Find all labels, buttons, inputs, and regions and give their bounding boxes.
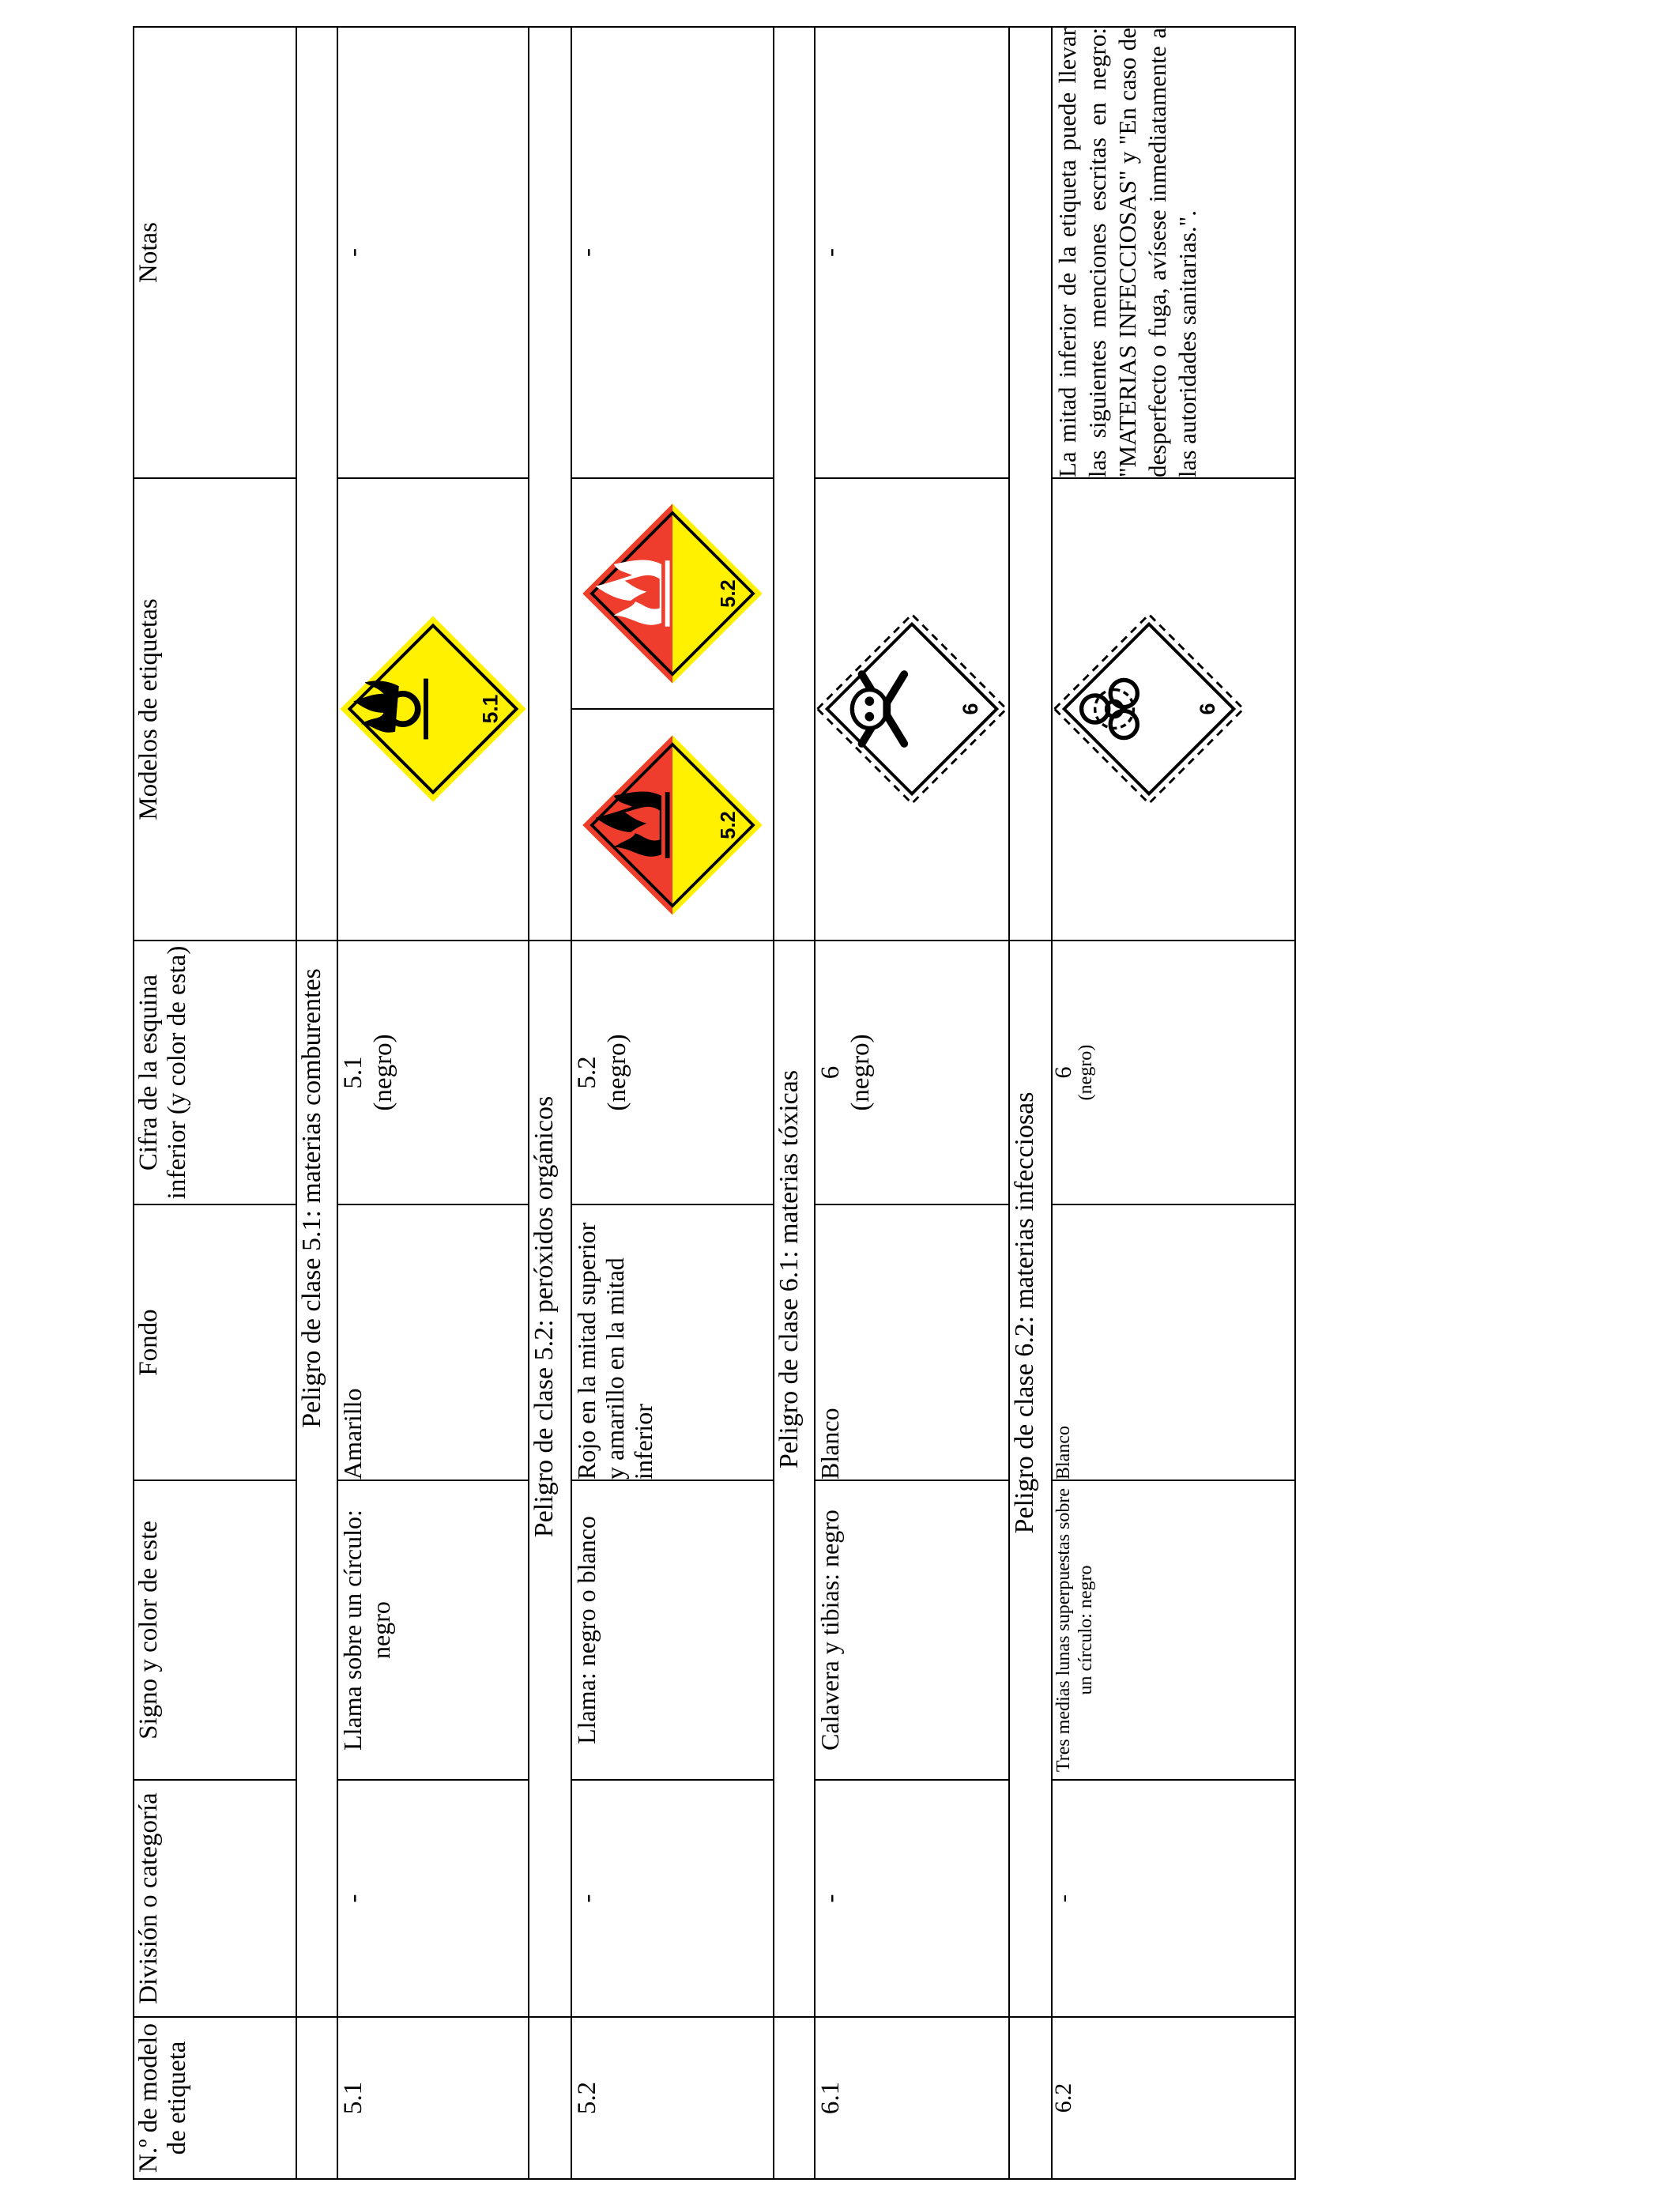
figure-color: (negro) xyxy=(846,1034,875,1111)
background-cell: Rojo en la mitad superior y amarillo en la mitad inferior xyxy=(571,1204,774,1480)
figure-color: (negro) xyxy=(603,1034,631,1111)
header-notes: Notas xyxy=(134,27,296,478)
section-title: Peligro de clase 6.2: materias infecciosas xyxy=(1010,1091,1039,1534)
corner-figure-cell xyxy=(1052,941,1295,1204)
figure-value: 5.2 xyxy=(573,1056,601,1089)
notes-cell: - xyxy=(815,27,1009,478)
background-cell: Blanco xyxy=(815,1204,1009,1480)
corner-figure-cell xyxy=(571,941,774,1204)
symbol-cell: Llama sobre un círculo: negro xyxy=(337,1480,529,1780)
figure-value: 6 xyxy=(1050,1066,1076,1079)
placard-number: 5.2 xyxy=(717,811,740,839)
label-models-cell xyxy=(815,478,1009,941)
section-title-row xyxy=(529,27,571,2179)
model-no-cell: 5.2 xyxy=(571,2017,774,2179)
section-title-row xyxy=(1009,27,1052,2179)
header-row xyxy=(134,27,296,2179)
placard xyxy=(816,613,1008,806)
placard xyxy=(338,615,528,805)
section-title-row xyxy=(296,27,337,2179)
table-row xyxy=(1052,27,1295,2179)
placard xyxy=(1053,613,1245,806)
model-no-cell: 6.1 xyxy=(815,2017,1009,2179)
table-row xyxy=(815,27,1009,2179)
table-row xyxy=(571,27,774,2179)
notes-cell: - xyxy=(571,27,774,478)
figure-color: (negro) xyxy=(369,1034,397,1111)
label-models-cell xyxy=(1052,478,1295,941)
table-row xyxy=(337,27,529,2179)
section-title: Peligro de clase 5.2: peróxidos orgánicos xyxy=(529,1095,559,1538)
placard-number: 5.1 xyxy=(478,695,503,724)
division-cell: - xyxy=(1052,1780,1295,2017)
hazard-label-table xyxy=(133,26,1296,2180)
placard-number: 6 xyxy=(1195,703,1219,715)
symbol-cell: Calavera y tibias: negro xyxy=(815,1480,1009,1780)
header-corner-figure: Cifra de la esquina inferior (y color de esta) xyxy=(134,941,296,1204)
header-division: División o categoría xyxy=(134,1780,296,2017)
placard xyxy=(581,733,764,917)
division-cell: - xyxy=(337,1780,529,2017)
notes-cell: - xyxy=(337,27,529,478)
model-no-cell: 6.2 xyxy=(1052,2017,1295,2179)
figure-value: 5.1 xyxy=(339,1056,367,1089)
background-cell: Amarillo xyxy=(337,1204,529,1480)
division-cell: - xyxy=(815,1780,1009,2017)
label-models-cell xyxy=(571,478,774,941)
background-cell: Blanco xyxy=(1052,1204,1295,1480)
notes-cell: La mitad inferior de la etiqueta puede llevar las siguientes menciones escritas en negro: "MATERIAS INFECCIOSAS" y "En caso de desperfecto o fuga, avísese inmediatamente a las autoridades sanitarias.". xyxy=(1052,27,1295,478)
header-label-models: Modelos de etiquetas xyxy=(134,478,296,941)
figure-color: (negro) xyxy=(1075,1044,1096,1101)
model-no-cell: 5.1 xyxy=(337,2017,529,2179)
header-model-no: N.º de modelo de etiqueta xyxy=(134,2017,296,2179)
symbol-cell: Llama: negro o blanco xyxy=(571,1480,774,1780)
label-models-cell xyxy=(337,478,529,941)
header-background: Fondo xyxy=(134,1204,296,1480)
placard xyxy=(581,502,764,685)
header-symbol: Signo y color de este xyxy=(134,1480,296,1780)
division-cell: - xyxy=(571,1780,774,2017)
section-title: Peligro de clase 5.1: materias comburentes xyxy=(297,968,326,1428)
placard-number: 6 xyxy=(958,703,982,715)
corner-figure-cell xyxy=(337,941,529,1204)
placard-number: 5.2 xyxy=(717,579,740,608)
symbol-cell: Tres medias lunas superpuestas sobre un círculo: negro xyxy=(1052,1480,1295,1780)
section-title-row xyxy=(774,27,815,2179)
corner-figure-cell xyxy=(815,941,1009,1204)
section-title: Peligro de clase 6.1: materias tóxicas xyxy=(774,1069,804,1469)
figure-value: 6 xyxy=(816,1065,845,1080)
